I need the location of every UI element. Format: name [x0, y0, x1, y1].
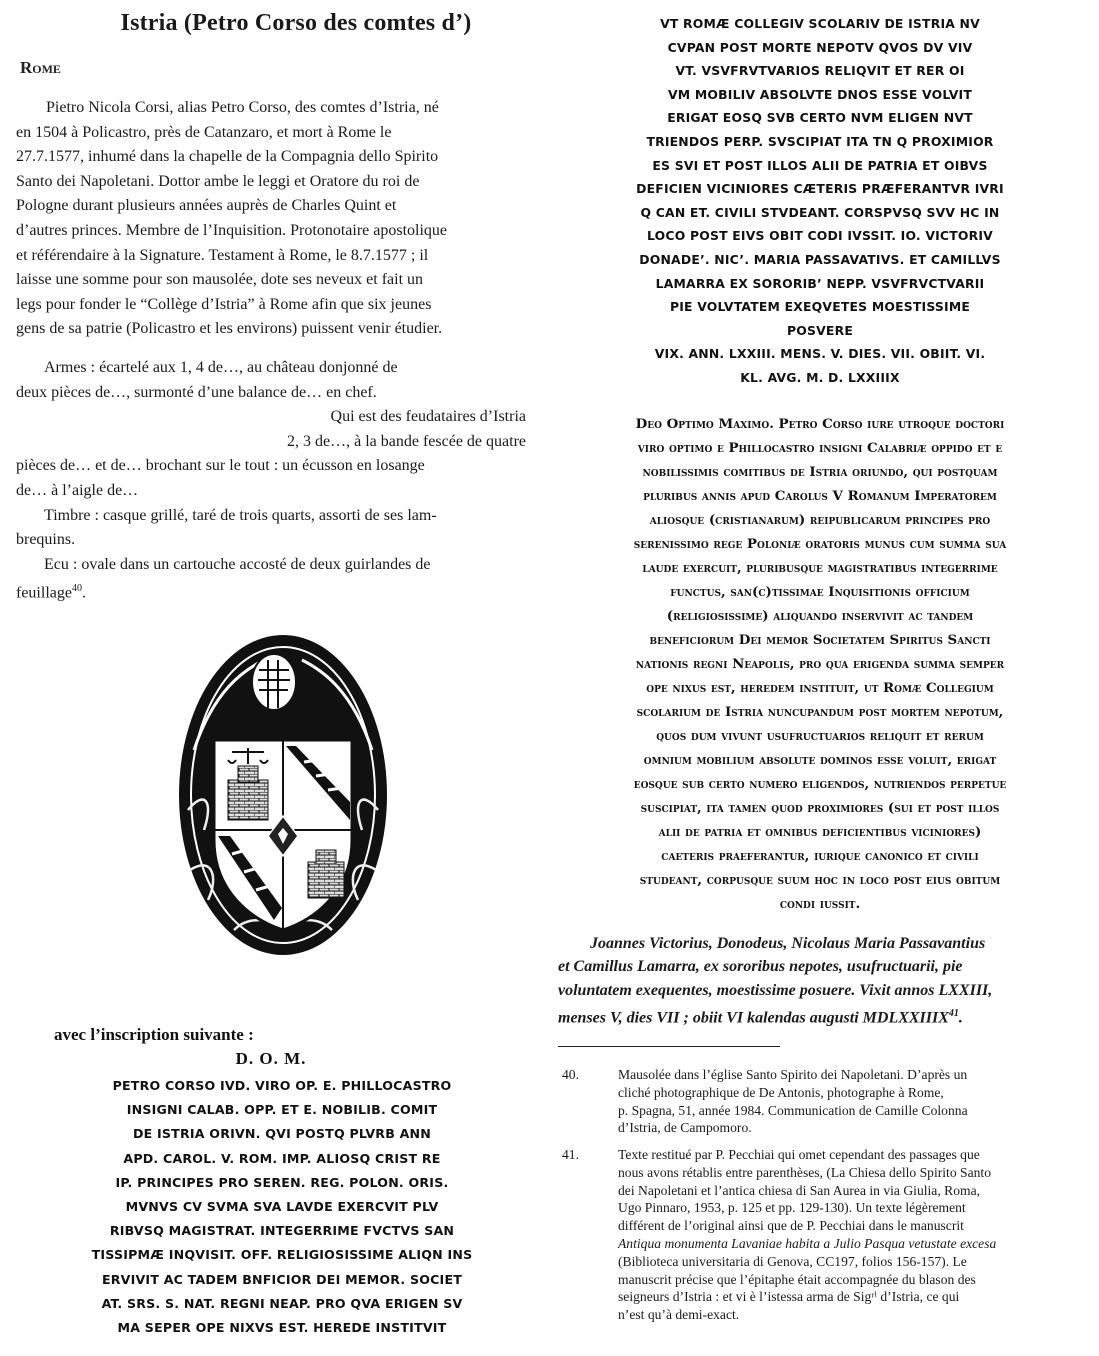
timbre-line: Timbre : casque grillé, taré de trois quarts, assorti de ses lam- — [44, 506, 437, 524]
footnote-text — [618, 1146, 1080, 1324]
bio-line: Pietro Nicola Corsi, alias Petro Corso, des comtes d’Istria, né — [46, 99, 439, 116]
latin-line: serenissimo rege Poloniæ oratoris munus cum summa sua — [633, 536, 1007, 552]
section-heading: Rome — [20, 58, 61, 77]
inscription-line: APD. CAROL. V. ROM. IMP. ALIOSQ CRIST RE — [123, 1150, 441, 1166]
footnote-line: d’Istria, de Campomoro. — [618, 1120, 752, 1136]
footnote-line: différent de l’original ainsi que de P. Pecchiai dans le manuscrit — [618, 1218, 964, 1234]
inscription-line: ES SVI ET POST ILLOS ALII DE PATRIA ET OIBVS — [652, 157, 988, 173]
page-title: Istria (Petro Corso des comtes d’) — [120, 10, 472, 36]
latin-line: viro optimo e Phillocastro insigni Calabriæ oppido et e — [637, 440, 1003, 456]
bio-line: gens de sa patrie (Policastro et les environs) puissent venir étudier. — [16, 320, 443, 338]
signature-line: et Camillus Lamarra, ex sororibus nepotes, usufructuarii, pie — [558, 958, 963, 976]
inscription-continuation — [558, 12, 1082, 390]
inscription-line: RIBVSQ MAGISTRAT. INTEGERRIME FVCTVS SAN — [109, 1223, 455, 1239]
ecu-line-text: feuillage — [16, 584, 72, 602]
inscription-line: VM MOBILIV ABSOLVTE DNOS ESSE VOLVIT — [668, 86, 972, 102]
latin-line: aliosque (cristianarum) reipublicarum principes pro — [649, 512, 991, 528]
inscription-block — [16, 1074, 548, 1340]
inscription-line: MA SEPER OPE NIXVS EST. HEREDE INSTITVIT — [117, 1320, 447, 1336]
armes-line: deux pièces de…, surmonté d’une balance de… en chef. — [16, 383, 377, 401]
bio-line: 27.7.1577, inhumé dans la chapelle de la Compagnia dello Spirito — [16, 148, 439, 166]
footnote-line: nous avons rétablis entre parenthèses, (La Chiesa dello Spirito Santo — [618, 1164, 991, 1180]
latin-line: eosque sub certo numero eligendos, nutriendos perpetue — [633, 776, 1007, 792]
bio-line: Santo dei Napoletani. Dottor ambe le leggi et Oratore du roi de — [16, 172, 420, 190]
inscription-line: PIE VOLVTATEM EXEQVETES MOESTISSIME — [669, 299, 971, 315]
ecu-line: feuillage$^{40}$. — [16, 583, 86, 602]
latin-line: nationis regni Neapolis, pro qua erigenda summa semper — [635, 656, 1005, 672]
inscription-line: INSIGNI CALAB. OPP. ET E. NOBILIB. COMIT — [126, 1102, 438, 1118]
inscription-line: ERVIVIT AC TADEM BNFICIOR DEI MEMOR. SOCIET — [101, 1271, 463, 1287]
footnote-line: n’est qu’à demi-exact. — [618, 1307, 740, 1323]
latin-line: caeteris praeferantur, iurique canonico et civili — [661, 848, 979, 864]
inscription-heading: D. O. M. — [235, 1049, 307, 1068]
latin-line: laude exercuit, pluribusque magistratibus integerrime — [642, 560, 998, 576]
armes-line: 2, 3 de…, à la bande fescée de quatre — [287, 432, 526, 450]
timbre-line: brequins. — [16, 531, 76, 549]
inscription-line: KL. AVG. M. D. LXXIIIX — [740, 369, 900, 385]
latin-line: Deo Optimo Maximo. Petro Corso iure utroque doctori — [635, 416, 1005, 432]
footnote-line: (Biblioteca universitaria di Genova, CC197, folios 156-157). Le — [618, 1253, 967, 1269]
bio-line: Pologne durant plusieurs années auprès de Charles Quint et — [16, 197, 397, 215]
latin-line: ope nixus est, heredem instituit, ut Romæ Collegium — [646, 680, 994, 696]
footnote-line: Antiqua monumenta Lavaniae habita a Julio Pasqua vetustate excesa — [618, 1235, 997, 1251]
inscription-line: Q CAN ET. CIVILI STVDEANT. CORSPVSQ SVV HC IN — [640, 204, 1000, 220]
footnote-line: p. Spagna, 51, année 1984. Communication de Camille Colonna — [618, 1102, 968, 1118]
latin-transcription — [558, 412, 1082, 916]
inscription-line: LOCO POST EIVS OBIT CODI IVSSIT. IO. VICTORIV — [647, 228, 993, 244]
footnote-ref[interactable]: 41 — [948, 1008, 959, 1020]
heraldry-description — [16, 356, 526, 606]
footnote-41 — [558, 1146, 1082, 1346]
latin-line: pluribus annis apud Carolus V Romanum Imperatorem — [643, 488, 997, 504]
latin-line: nobilissimis comitibus de Istria oriundo, qui postquam — [642, 464, 998, 480]
inscription-line: MVNVS CV SVMA SVA LAVDE EXERCVIT PLV — [125, 1199, 439, 1215]
inscription-line: POSVERE — [787, 322, 853, 338]
latin-line: suscipiat, ita tamen quod proximiores (sui et post illos — [640, 800, 1000, 816]
footnote-number: 40. — [562, 1067, 579, 1082]
latin-line: alii de patria et omnibus deficientibus viciniores) — [658, 824, 982, 840]
signature-line: voluntatem exequentes, moestissime posuere. Vixit annos LXXIII, — [558, 981, 993, 999]
footnote-divider — [558, 1046, 780, 1047]
latin-line: quos dum vivunt usufructuarios reliquit et rerum — [656, 728, 984, 744]
footnote-line: manuscrit précise que l’épitaphe était accompagnée du blason des — [618, 1271, 976, 1287]
inscription-line: PETRO CORSO IVD. VIRO OP. E. PHILLOCASTRO — [112, 1078, 452, 1093]
ecu-line: Ecu : ovale dans un cartouche accosté de deux guirlandes de — [44, 555, 431, 573]
inscription-line: VT ROMÆ COLLEGIV SCOLARIV DE ISTRIA NV — [660, 16, 980, 31]
inscription-line: ERIGAT EOSQ SVB CERTO NVM ELIGEN NVT — [667, 110, 973, 126]
armes-line-text: Qui est des feudataires d’Istria — [330, 408, 526, 426]
latin-line: functus, san(c)tissimae Inquisitionis officium — [670, 584, 970, 600]
footnote-number: 41. — [562, 1147, 579, 1162]
latin-line: studeant, corpusque suum hoc in loco post eius obitum — [639, 872, 1001, 888]
inscription-line: TRIENDOS PERP. SVSCIPIAT ITA TN Q PROXIMIOR — [646, 133, 994, 149]
footnote-ref[interactable]: 40 — [71, 583, 82, 595]
inscription-line: AT. SRS. S. NAT. REGNI NEAP. PRO QVA ERIGEN SV — [101, 1295, 463, 1311]
latin-line: scolarium de Istria nuncupandum post mortem nepotum, — [636, 704, 1004, 720]
armes-line: pièces de… et de… brochant sur le tout : un écusson en losange — [16, 457, 425, 475]
coat-of-arms-image — [174, 630, 392, 960]
bio-line: d’autres princes. Membre de l’Inquisition. Protonotaire apostolique — [16, 221, 448, 239]
inscription-line: IP. PRINCIPES PRO SEREN. REG. POLON. ORIS. — [115, 1174, 449, 1190]
footnote-line: Ugo Pinnaro, 1953, p. 125 et pp. 129-130). Un texte légèrement — [618, 1200, 966, 1216]
footnote-line: Texte restitué par P. Pecchiai qui omet cependant des passages que — [618, 1147, 980, 1162]
signature-line-text: menses V, dies VII ; obiit VI kalendas augusti MDLXXIIIX — [558, 1009, 949, 1027]
footnote-text — [618, 1066, 1080, 1137]
signature-line: menses V, dies VII ; obiit VI kalendas augusti MDLXXIIIX$^{41}$. — [558, 1008, 963, 1027]
inscription-line: VIX. ANN. LXXIII. MENS. V. DIES. VII. OBIIT. VI. — [654, 346, 986, 362]
armes-line: Armes : écartelé aux 1, 4 de…, au château donjonné de — [44, 359, 398, 376]
latin-line: omnium mobilium absolute dominos esse voluit, erigat — [643, 752, 997, 768]
bio-line: et référendaire à la Signature. Testament à Rome, le 8.7.1577 ; il — [16, 246, 429, 264]
inscription-line: CVPAN POST MORTE NEPOTV QVOS DV VIV — [667, 39, 973, 55]
armes-line — [16, 405, 526, 430]
inscription-line: DE ISTRIA ORIVN. QVI POSTQ PLVRB ANN — [132, 1126, 432, 1142]
biography-paragraph — [16, 96, 526, 342]
signature-line: Joannes Victorius, Donodeus, Nicolaus Maria Passavantius — [590, 935, 986, 952]
bio-line: en 1504 à Policastro, près de Catanzaro, et mort à Rome le — [16, 123, 392, 141]
footnote-line: Mausolée dans l’église Santo Spirito dei Napoletani. D’après un — [618, 1067, 968, 1082]
inscription-line: VT. VSVFRVTVARIOS RELIQVIT ET RER OI — [675, 63, 965, 79]
footnote-40 — [558, 1066, 1082, 1140]
inscription-line: DONADE’. NIC’. MARIA PASSAVATIVS. ET CAMILLVS — [639, 251, 1001, 267]
inscription-line: TISSIPMÆ INQVISIT. OFF. RELIGIOSISSIME ALIQN INS — [91, 1247, 473, 1263]
helmet-icon — [252, 654, 296, 710]
inscription-intro: avec l’inscription suivante : — [54, 1025, 254, 1044]
footnote-line: seigneurs d’Istria : et vi è l’istessa arma de Sigʳⁱ d’Istria, ce qui — [618, 1289, 960, 1305]
latin-line: (religiosissime) aliquando inservivit ac tandem — [666, 608, 974, 624]
inscription-line: DEFICIEN VICINIORES CÆTERIS PRÆFERANTVR IVRI — [636, 181, 1004, 197]
latin-line: beneficiorum Dei memor Societatem Spiritus Sancti — [649, 632, 991, 648]
bio-line: legs pour fonder le “Collège d’Istria” à Rome afin que six jeunes — [16, 295, 432, 313]
armes-line: de… à l’aigle de… — [16, 481, 139, 499]
footnote-line: dei Napoletani et l’antica chiesa di San Aurea in via Giulia, Roma, — [618, 1182, 981, 1198]
signature-paragraph — [558, 932, 1082, 1030]
bio-line: laisse une somme pour son mausolée, dote ses neveux et fait un — [16, 271, 424, 289]
latin-line: condi iussit. — [779, 896, 861, 912]
inscription-line: LAMARRA EX SORORIB’ NEPP. VSVFRVCTVARII — [655, 275, 985, 291]
footnote-line: cliché photographique de De Antonis, photographe à Rome, — [618, 1084, 944, 1100]
